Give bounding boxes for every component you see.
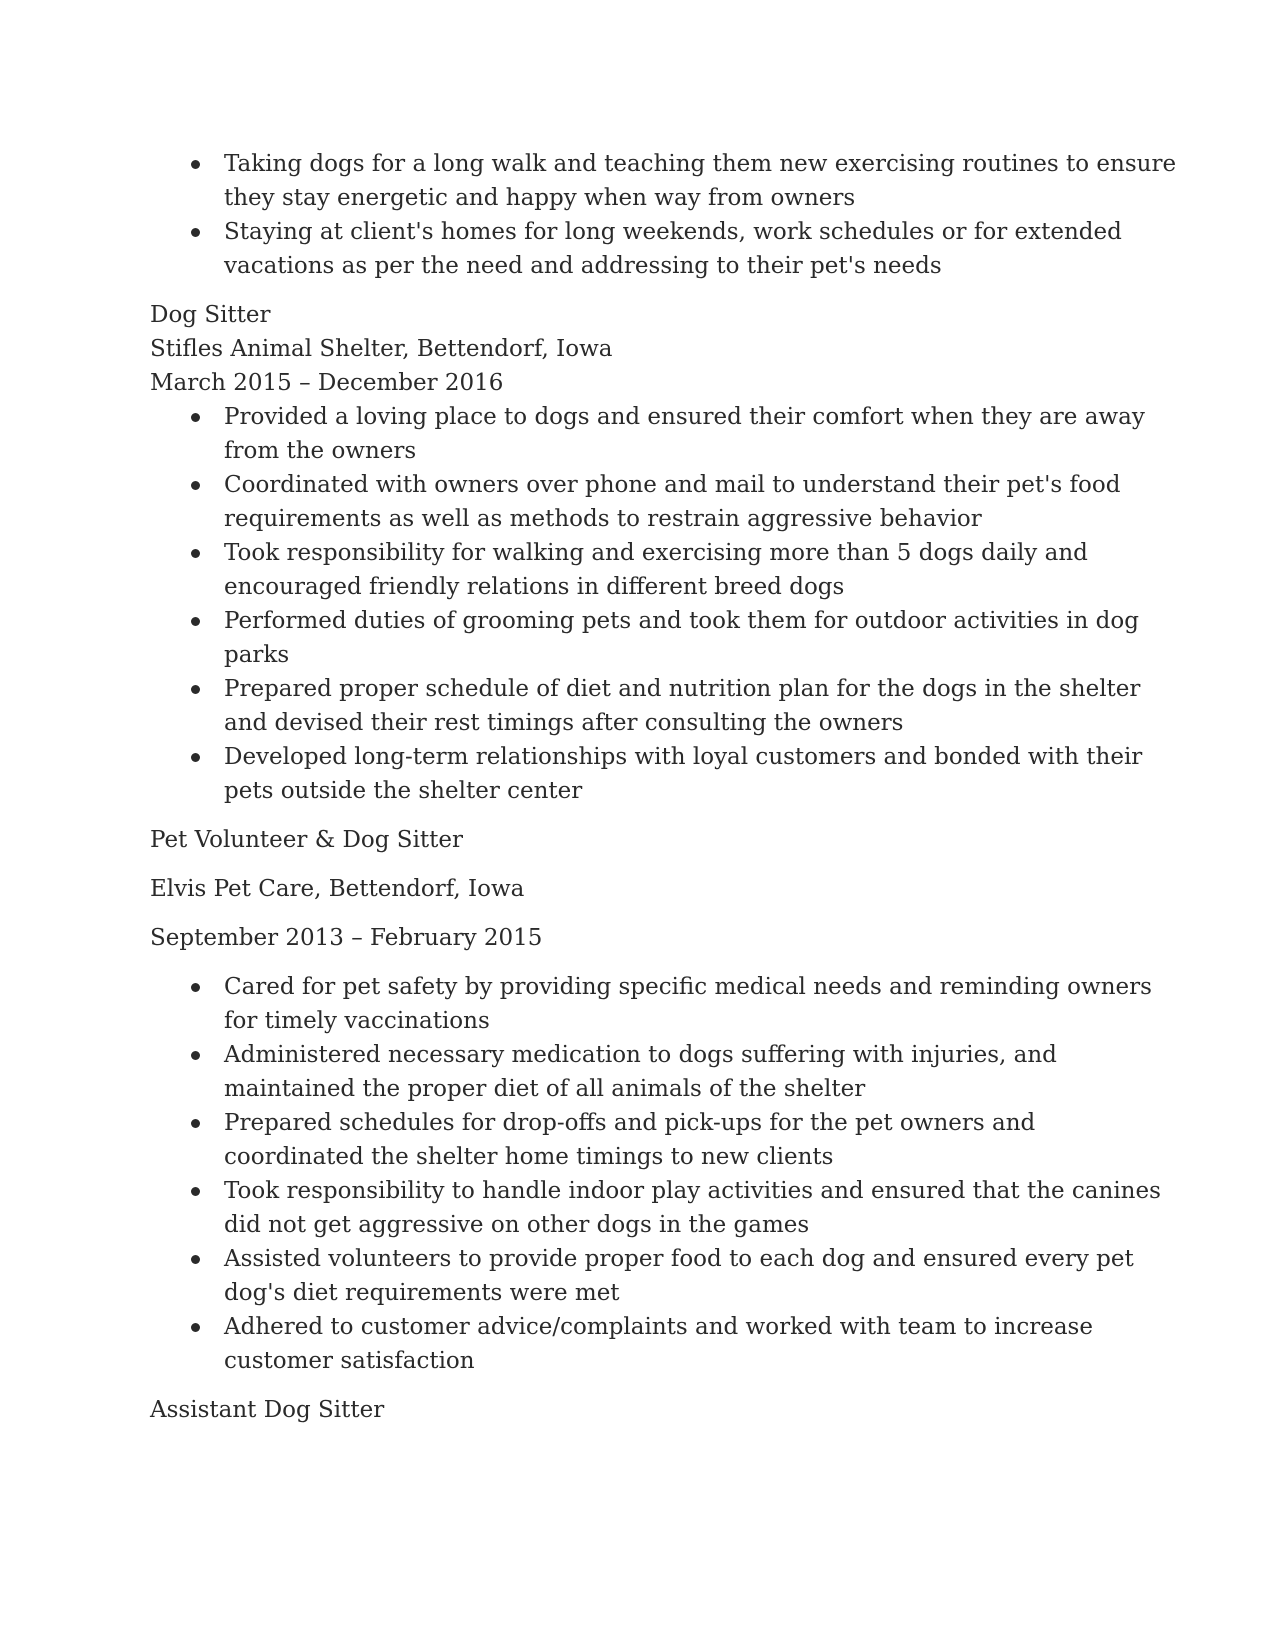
spacer <box>150 283 1130 298</box>
spacer <box>150 808 1130 823</box>
bullet-text-line: Took responsibility for walking and exercising more than 5 dogs daily and <box>224 540 1088 566</box>
bullet-dot-icon <box>191 413 200 422</box>
bullet-text-line: and devised their rest timings after consulting the owners <box>224 710 904 736</box>
bullet-text-line: did not get aggressive on other dogs in the games <box>224 1212 810 1238</box>
job2-bullet-list <box>150 970 1161 1378</box>
job-dates: September 2013 – February 2015 <box>150 925 543 951</box>
job-title: Dog Sitter <box>150 302 271 328</box>
bullet-dot-icon <box>191 549 200 558</box>
bullet-dot-icon <box>191 1255 200 1264</box>
bullet-text-line: coordinated the shelter home timings to new clients <box>224 1144 834 1170</box>
intro-bullet-list <box>150 147 1177 283</box>
bullet-text-line: Took responsibility to handle indoor play activities and ensured that the canines <box>224 1178 1161 1204</box>
bullet-text-line: Cared for pet safety by providing specific medical needs and reminding owners <box>224 974 1152 1000</box>
bullet-dot-icon <box>191 1323 200 1332</box>
bullet-dot-icon <box>191 617 200 626</box>
bullet-text-line: Prepared schedules for drop-offs and pick-ups for the pet owners and <box>224 1110 1036 1136</box>
bullet-dot-icon <box>191 481 200 490</box>
bullet-text-line: Taking dogs for a long walk and teaching them new exercising routines to ensure <box>224 151 1177 177</box>
bullet-item <box>150 468 1130 536</box>
spacer <box>150 1378 1130 1393</box>
bullet-text-line: pets outside the shelter center <box>224 778 583 804</box>
spacer <box>150 906 1130 921</box>
bullet-text-line: vacations as per the need and addressing to their pet's needs <box>224 253 942 279</box>
job-employer: Stifles Animal Shelter, Bettendorf, Iowa <box>150 336 613 362</box>
bullet-dot-icon <box>191 685 200 694</box>
bullet-text-line: Staying at client's homes for long weekends, work schedules or for extended <box>224 219 1122 245</box>
bullet-text-line: for timely vaccinations <box>224 1008 490 1034</box>
bullet-text-line: from the owners <box>224 438 417 464</box>
job-title: Assistant Dog Sitter <box>150 1397 385 1423</box>
bullet-text-line: Developed long-term relationships with loyal customers and bonded with their <box>224 744 1143 770</box>
bullet-item <box>150 536 1130 604</box>
bullet-dot-icon <box>191 228 200 237</box>
bullet-item <box>150 970 1152 1038</box>
bullet-item <box>150 1106 1130 1174</box>
bullet-text-line: Administered necessary medication to dogs suffering with injuries, and <box>224 1042 1057 1068</box>
bullet-item <box>150 400 1145 468</box>
bullet-item <box>150 147 1177 215</box>
job-dates: March 2015 – December 2016 <box>150 370 504 396</box>
bullet-item <box>150 1242 1134 1310</box>
bullet-text-line: Performed duties of grooming pets and took them for outdoor activities in dog <box>224 608 1139 634</box>
job1-bullet-list <box>150 400 1145 808</box>
bullet-item <box>150 1174 1161 1242</box>
bullet-item <box>150 1310 1130 1378</box>
spacer <box>150 857 1130 872</box>
bullet-dot-icon <box>191 753 200 762</box>
document-content <box>150 147 1177 1427</box>
bullet-text-line: they stay energetic and happy when way from owners <box>224 185 856 211</box>
bullet-item <box>150 740 1143 808</box>
bullet-text-line: maintained the proper diet of all animals of the shelter <box>224 1076 866 1102</box>
job-employer: Elvis Pet Care, Bettendorf, Iowa <box>150 876 525 902</box>
bullet-text-line: Prepared proper schedule of diet and nutrition plan for the dogs in the shelter <box>224 676 1141 702</box>
bullet-dot-icon <box>191 1119 200 1128</box>
bullet-item <box>150 1038 1130 1106</box>
bullet-text-line: dog's diet requirements were met <box>224 1280 620 1306</box>
job-title: Pet Volunteer & Dog Sitter <box>150 827 464 853</box>
bullet-dot-icon <box>191 160 200 169</box>
bullet-text-line: Coordinated with owners over phone and mail to understand their pet's food <box>224 472 1121 498</box>
bullet-text-line: customer satisfaction <box>224 1348 475 1374</box>
bullet-text-line: requirements as well as methods to restrain aggressive behavior <box>224 506 982 532</box>
bullet-text-line: encouraged friendly relations in different breed dogs <box>224 574 845 600</box>
bullet-item <box>150 604 1139 672</box>
bullet-text-line: Adhered to customer advice/complaints and worked with team to increase <box>224 1314 1093 1340</box>
bullet-dot-icon <box>191 1187 200 1196</box>
bullet-item <box>150 215 1130 283</box>
spacer <box>150 955 1130 970</box>
bullet-dot-icon <box>191 983 200 992</box>
bullet-item <box>150 672 1141 740</box>
bullet-dot-icon <box>191 1051 200 1060</box>
bullet-text-line: Assisted volunteers to provide proper food to each dog and ensured every pet <box>224 1246 1134 1272</box>
bullet-text-line: Provided a loving place to dogs and ensured their comfort when they are away <box>224 404 1145 430</box>
bullet-text-line: parks <box>224 642 290 668</box>
